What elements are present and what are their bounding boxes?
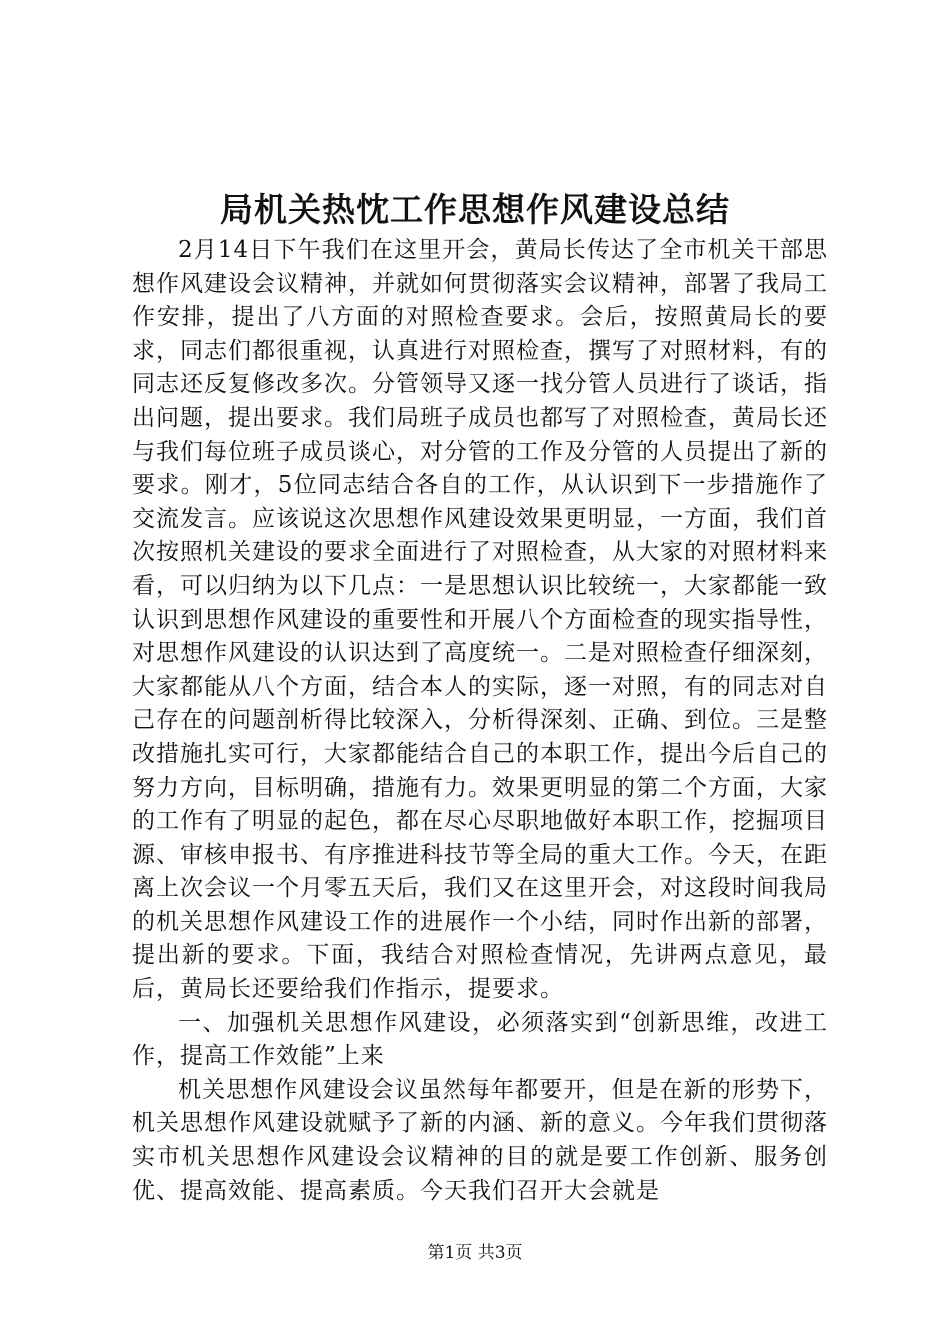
page-footer: 第1页 共3页 [427, 1243, 523, 1263]
paragraph-intro: 2月14日下午我们在这里开会，黄局长传达了全市机关干部思想作风建设会议精神，并就如何贯彻落实会议精神，部署了我局工作安排，提出了八方面的对照检查要求。会后，按照黄局长的要求，同志们都很重视，认真进行对照检查，撰写了对照材料，有的同志还反复修改多次。分管领导又逐一找分管人员进行了谈话，指出问题，提出要求。我们局班子成员也都写了对照检查，黄局长还与我们每位班子成员谈心，对分管的工作及分管的人员提出了新的要求。刚才，5位同志结合各自的工作，从认识到下一步措施作了交流发言。应该说这次思想作风建设效果更明显，一方面，我们首次按照机关建设的要求全面进行了对照检查，从大家的对照材料来看，可以归纳为以下几点：一是思想认识比较统一，大家都能一致认识到思想作风建设的重要性和开展八个方面检查的现实指导性，对思想作风建设的认识达到了高度统一。二是对照检查仔细深刻，大家都能从八个方面，结合本人的实际，逐一对照，有的同志对自己存在的问题剖析得比较深入，分析得深刻、正确、到位。三是整改措施扎实可行，大家都能结合自己的本职工作，提出今后自己的努力方向，目标明确，措施有力。效果更明显的第二个方面，大家的工作有了明显的起色，都在尽心尽职地做好本职工作，挖掘项目源、审核申报书、有序推进科技节等全局的重大工作。今天，在距离上次会议一个月零五天后，我们又在这里开会，对这段时间我局的机关思想作风建设工作的进展作一个小结，同时作出新的部署，提出新的要求。下面，我结合对照检查情况，先讲两点意见，最后，黄局长还要给我们作指示，提要求。 [132, 237, 828, 1003]
document-title: 局机关热忱工作思想作风建设总结 [220, 190, 730, 229]
paragraph-section-heading: 一、加强机关思想作风建设，必须落实到“创新思维，改进工作，提高工作效能”上来 [132, 1009, 828, 1070]
document-body [132, 234, 828, 1208]
paragraph-section-body: 机关思想作风建设会议虽然每年都要开，但是在新的形势下，机关思想作风建设就赋予了新的内涵、新的意义。今年我们贯彻落实市机关思想作风建设会议精神的目的就是要工作创新、服务创优、提高效能、提高素质。今天我们召开大会就是 [132, 1076, 828, 1204]
